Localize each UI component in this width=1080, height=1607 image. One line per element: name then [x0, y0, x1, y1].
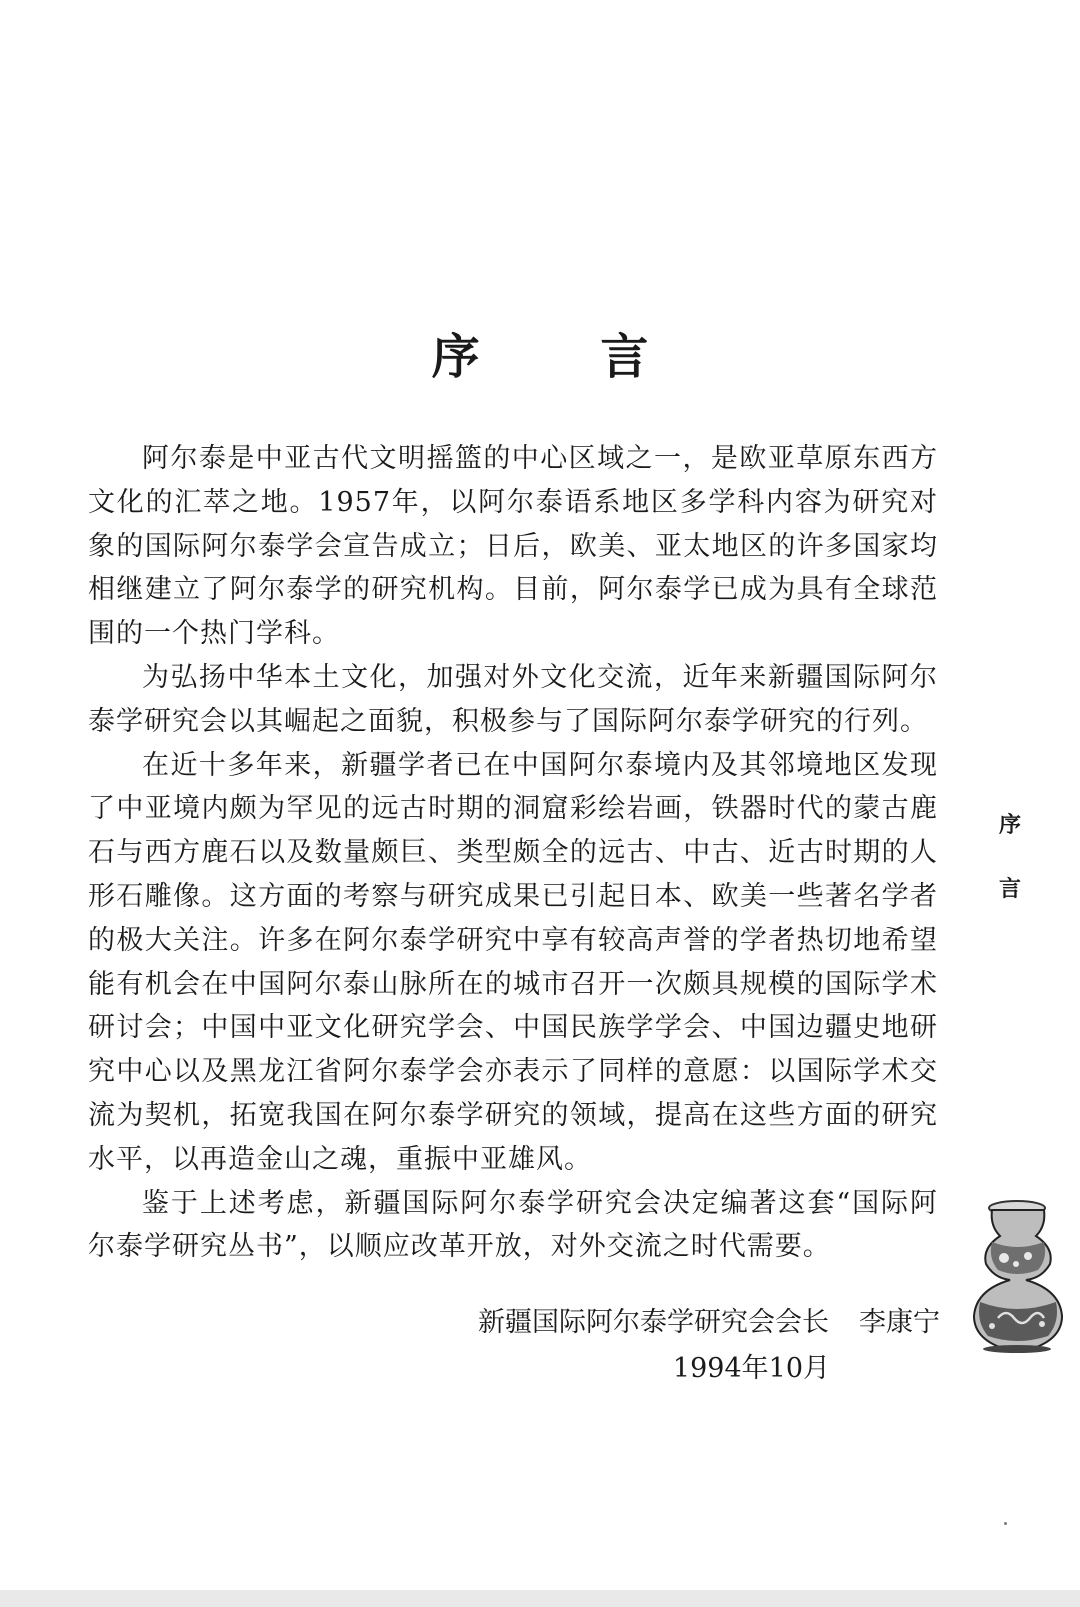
signature-organization: 新疆国际阿尔泰学研究会会长 [478, 1307, 829, 1338]
page-speck [1004, 1522, 1007, 1525]
page-title: 序 言 [431, 329, 701, 386]
signature-date: 1994年10月 [672, 1353, 830, 1384]
paragraph-2: 为弘扬中华本土文化，加强对外文化交流，近年来新疆国际阿尔泰学研究会以其崛起之面貌，积极参与了国际阿尔泰学研究的行列。 [88, 661, 938, 737]
vase-illustration-icon [962, 1198, 1072, 1353]
preface-body [88, 437, 938, 1269]
signature-line [478, 1300, 940, 1346]
side-tab-char-2: 言 [998, 876, 1021, 902]
paragraph-1: 阿尔泰是中亚古代文明摇篮的中心区域之一，是欧亚草原东西方文化的汇萃之地。1957年，以阿尔泰语系地区多学科内容为研究对象的国际阿尔泰学会宣告成立；日后，欧美、亚太地区的许多国家均相继建立了阿尔泰学的研究机构。目前，阿尔泰学已成为具有全球范围的一个热门学科。 [88, 443, 938, 650]
paragraph-3: 在近十多年来，新疆学者已在中国阿尔泰境内及其邻境地区发现了中亚境内颇为罕见的远古时期的洞窟彩绘岩画，铁器时代的蒙古鹿石与西方鹿石以及数量颇巨、类型颇全的远古、中古、近古时期的人形石雕像。这方面的考察与研究成果已引起日本、欧美一些著名学者的极大关注。许多在阿尔泰学研究中享有较高声誉的学者热切地希望能有机会在中国阿尔泰山脉所在的城市召开一次颇具规模的国际学术研讨会；中国中亚文化研究学会、中国民族学学会、中国边疆史地研究中心以及黑龙江省阿尔泰学会亦表示了同样的意愿：以国际学术交流为契机，拓宽我国在阿尔泰学研究的领域，提高在这些方面的研究水平，以再造金山之魂，重振中亚雄风。 [88, 749, 938, 1175]
signature-block [478, 1300, 940, 1392]
signature-name: 李康宁 [859, 1307, 940, 1338]
side-tab-char-1: 序 [998, 812, 1021, 838]
paragraph-4: 鉴于上述考虑，新疆国际阿尔泰学研究会决定编著这套“国际阿尔泰学研究丛书”，以顺应改革开放，对外交流之时代需要。 [88, 1187, 938, 1263]
chapter-side-tab [995, 808, 1025, 936]
bottom-strip [0, 1590, 1080, 1607]
